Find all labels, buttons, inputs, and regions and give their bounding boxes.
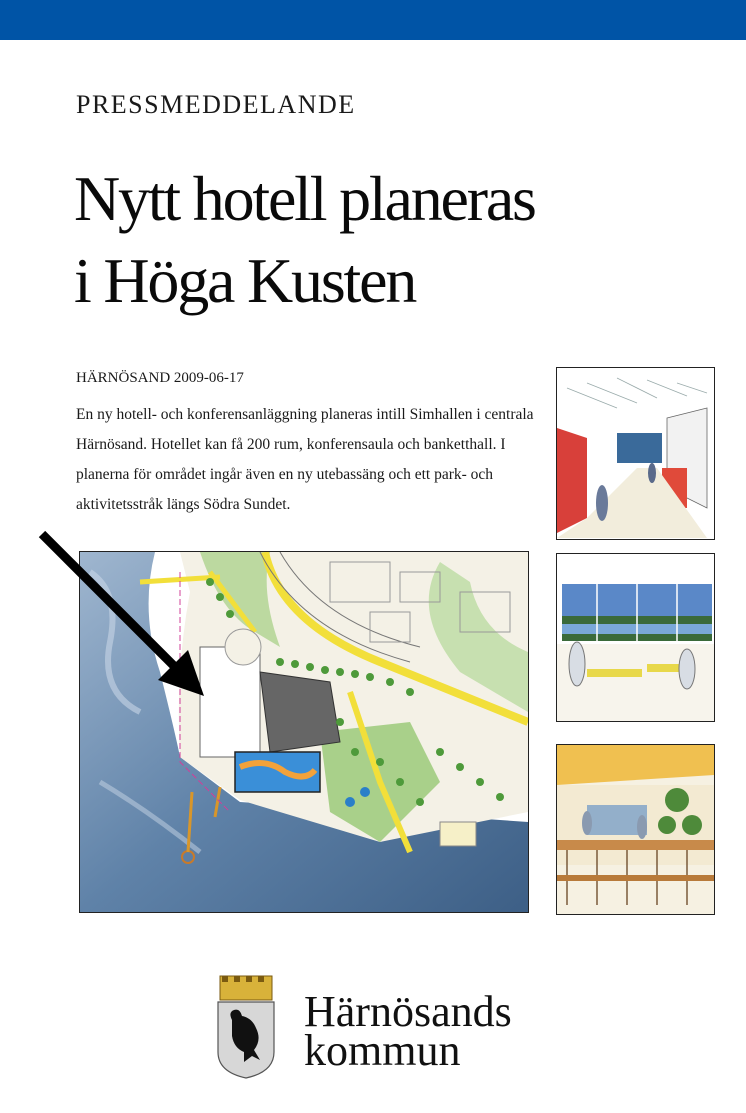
top-brand-bar: [0, 0, 746, 40]
restaurant-sketch-drawing: [557, 554, 714, 721]
headline-line-1: Nytt hotell planeras: [74, 163, 535, 234]
press-release-label: PRESSMEDDELANDE: [76, 90, 356, 119]
municipality-name: [304, 987, 512, 1075]
headline: [74, 158, 535, 322]
lobby-sketch-image: [556, 367, 715, 540]
headline-line-2: i Höga Kusten: [74, 245, 416, 316]
dateline: HÄRNÖSAND 2009-06-17: [76, 370, 244, 386]
terrace-sketch-drawing: [557, 745, 714, 914]
municipality-name-line-2: kommun: [304, 1026, 461, 1075]
municipality-name-line-1: Härnösands: [304, 987, 512, 1036]
coat-of-arms-logo: [214, 972, 278, 1085]
terrace-sketch-image: [556, 744, 715, 915]
restaurant-sketch-image: [556, 553, 715, 722]
lead-paragraph: En ny hotell- och konferensanläggning planeras intill Simhallen i centrala Härnösand. Hotellet kan få 200 rum, konferensaula och banketthall. I planerna för området ingår även en ny utebassäng och ett park- och aktivitetsstråk längs Södra Sundet.: [76, 406, 534, 513]
lobby-sketch-drawing: [557, 368, 714, 539]
pointer-arrow-icon: [28, 520, 218, 715]
